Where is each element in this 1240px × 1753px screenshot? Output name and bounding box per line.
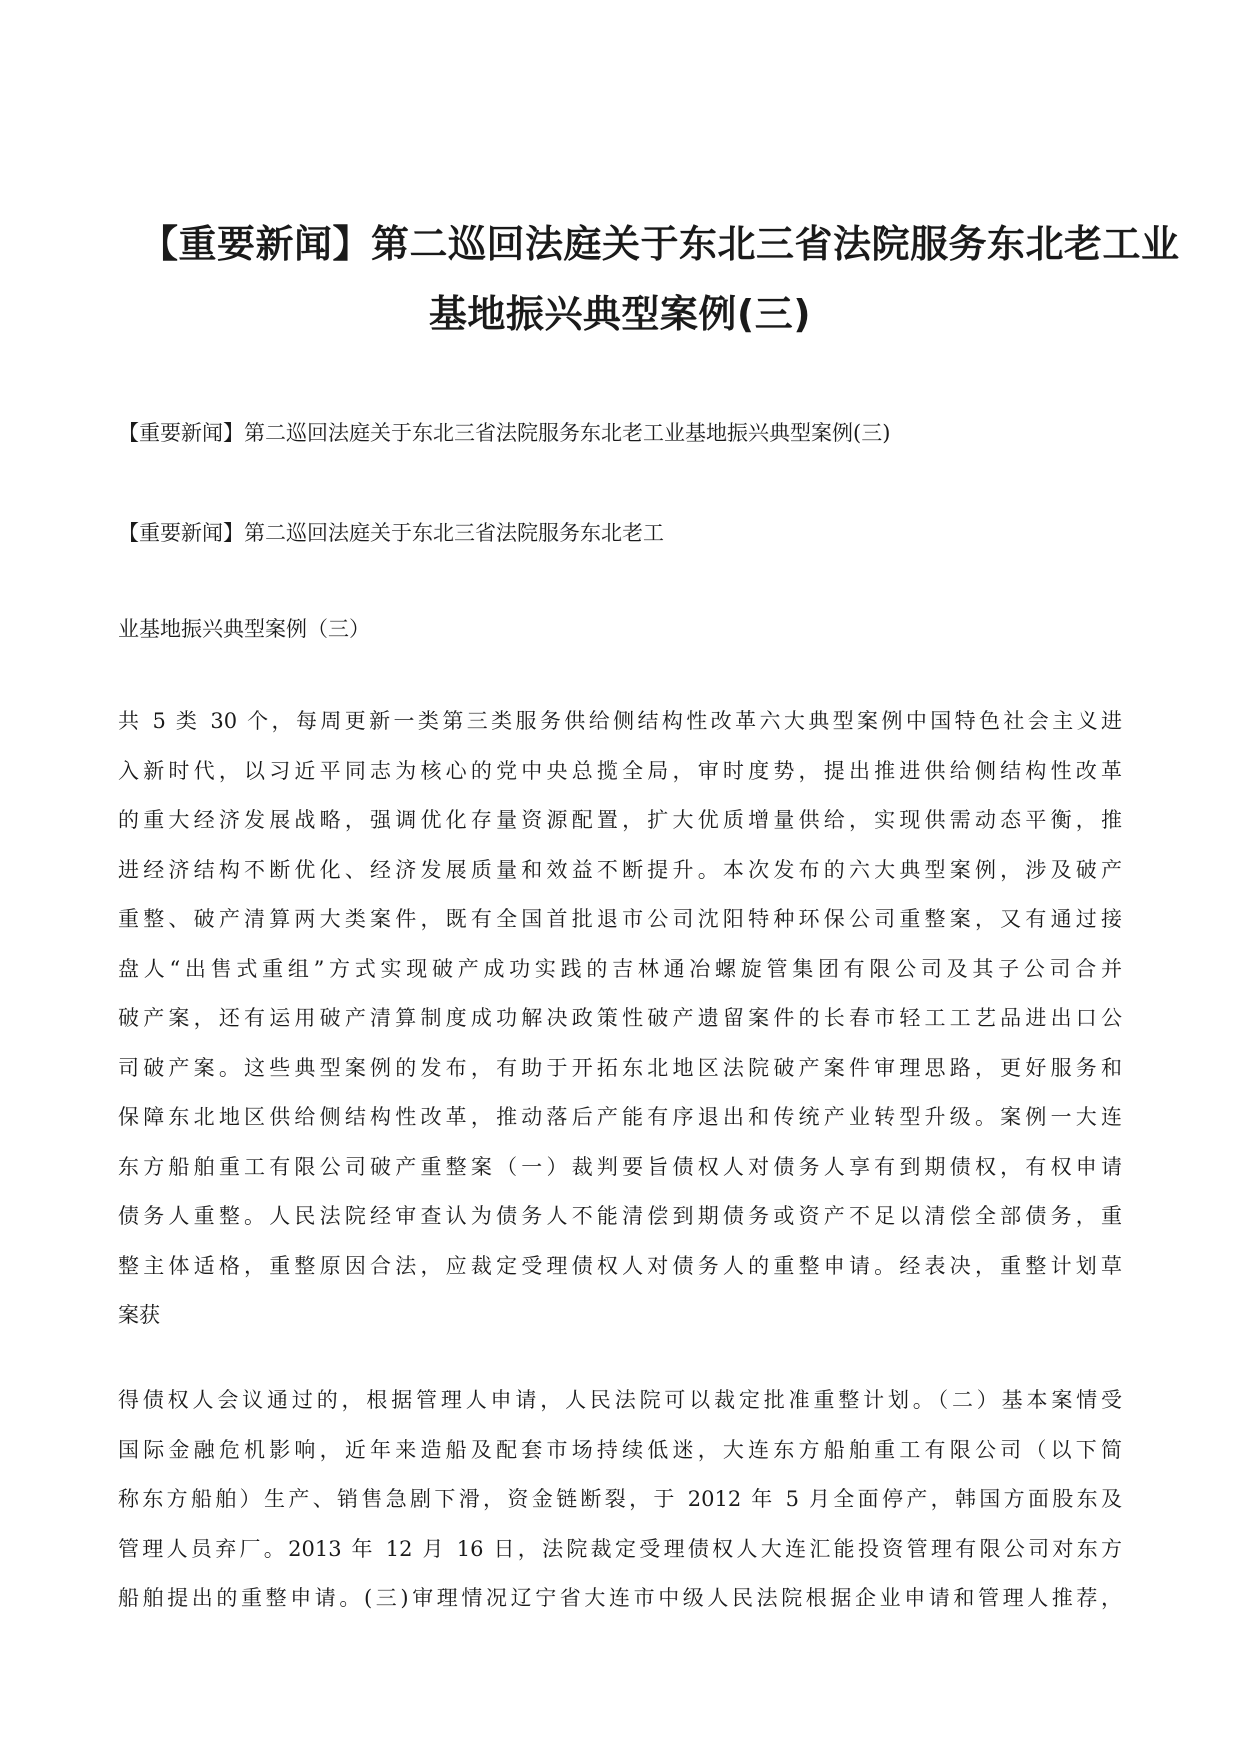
paragraph-line: 司破产案。这些典型案例的发布，有助于开拓东北地区法院破产案件审理思路，更好服务和	[118, 1055, 1122, 1080]
paragraph-2	[118, 1390, 1122, 1638]
paragraph-line: 得债权人会议通过的，根据管理人申请，人民法院可以裁定批准重整计划。（二）基本案情受	[118, 1388, 1122, 1412]
paragraph-line: 国际金融危机影响，近年来造船及配套市场持续低迷，大连东方船舶重工有限公司（以下简	[118, 1437, 1122, 1462]
document-title-line-1: 【重要新闻】第二巡回法庭关于东北三省法院服务东北老工业	[140, 222, 1180, 266]
paragraph-line: 盘人“出售式重组”方式实现破产成功实践的吉林通冶螺旋管集团有限公司及其子公司合并	[118, 956, 1122, 981]
paragraph-line: 债务人重整。人民法院经审查认为债务人不能清偿到期债务或资产不足以清偿全部债务，重	[118, 1204, 1122, 1228]
paragraph-line: 东方船舶重工有限公司破产重整案（一）裁判要旨债权人对债务人享有到期债权，有权申请	[118, 1154, 1122, 1179]
paragraph-line: 入新时代，以习近平同志为核心的党中央总揽全局，审时度势，提出推进供给侧结构性改革	[118, 758, 1122, 783]
subtitle-split-line-1: 【重要新闻】第二巡回法庭关于东北三省法院服务东北老工	[118, 521, 664, 545]
paragraph-line: 整主体适格，重整原因合法，应裁定受理债权人对债务人的重整申请。经表决，重整计划草	[118, 1253, 1122, 1278]
subtitle-split-line-2: 业基地振兴典型案例（三）	[118, 617, 370, 641]
paragraph-line: 称东方船舶）生产、销售急剧下滑，资金链断裂，于 2012 年 5 月全面停产，韩国方面股东及	[118, 1487, 1122, 1511]
subtitle-full: 【重要新闻】第二巡回法庭关于东北三省法院服务东北老工业基地振兴典型案例(三)	[118, 421, 891, 445]
paragraph-line: 破产案，还有运用破产清算制度成功解决政策性破产遗留案件的长春市轻工工艺品进出口公	[118, 1006, 1122, 1030]
paragraph-1	[118, 711, 1122, 1355]
paragraph-line: 共 5 类 30 个，每周更新一类第三类服务供给侧结构性改革六大典型案例中国特色社会主义进	[118, 709, 1122, 733]
paragraph-line: 的重大经济发展战略，强调优化存量资源配置，扩大优质增量供给，实现供需动态平衡，推	[118, 808, 1122, 832]
paragraph-line: 船舶提出的重整申请。(三)审理情况辽宁省大连市中级人民法院根据企业申请和管理人推荐，	[118, 1586, 1122, 1610]
paragraph-line: 重整、破产清算两大类案件，既有全国首批退市公司沈阳特种环保公司重整案，又有通过接	[118, 907, 1122, 931]
paragraph-line: 管理人员弃厂。2013 年 12 月 16 日，法院裁定受理债权人大连汇能投资管理有限公司对东方	[118, 1536, 1122, 1561]
paragraph-line: 进经济结构不断优化、经济发展质量和效益不断提升。本次发布的六大典型案例，涉及破产	[118, 857, 1122, 882]
paragraph-line: 保障东北地区供给侧结构性改革，推动落后产能有序退出和传统产业转型升级。案例一大连	[118, 1105, 1122, 1129]
paragraph-line: 案获	[118, 1303, 160, 1327]
document-title-line-2: 基地振兴典型案例(三)	[428, 292, 812, 336]
